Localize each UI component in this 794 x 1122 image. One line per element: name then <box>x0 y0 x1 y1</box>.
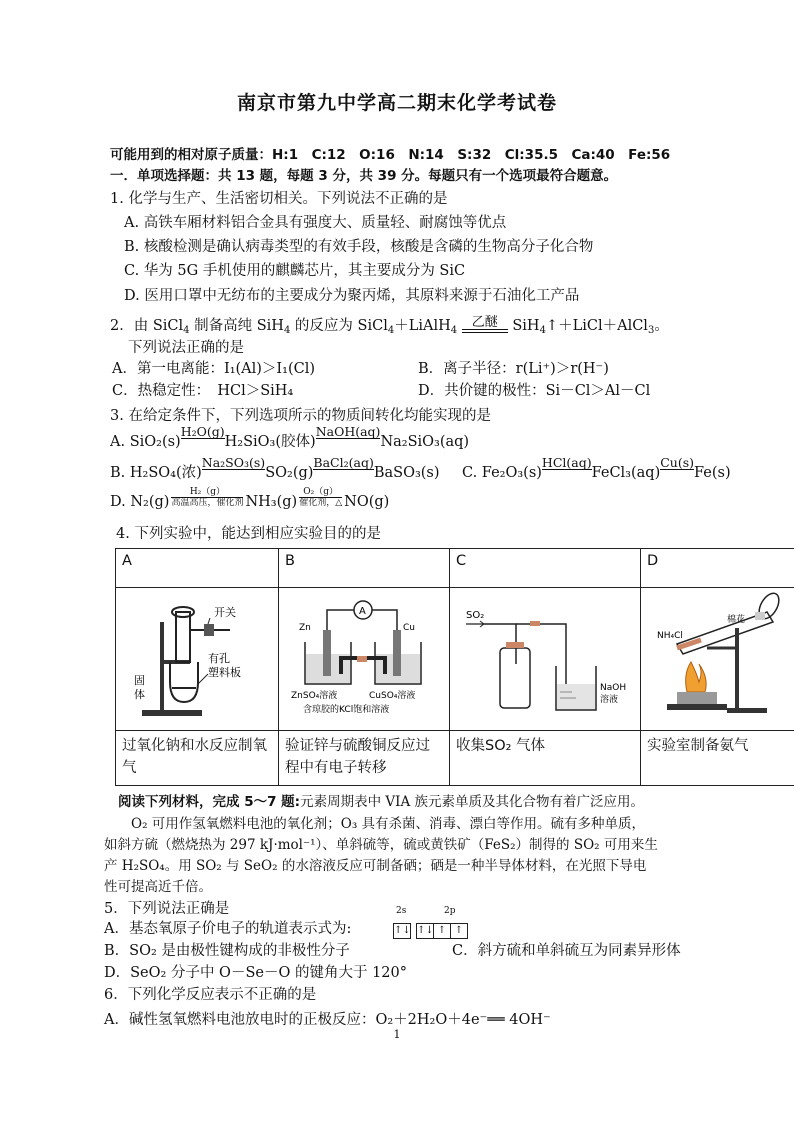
q1-option-d: D. 医用口罩中无纺布的主要成分为聚丙烯，其原料来源于石油化工产品 <box>124 288 580 304</box>
orbital-2p-label: 2p <box>444 906 456 916</box>
q5-option-c: C．斜方硫和单斜硫互为同素异形体 <box>452 943 681 959</box>
q3-option-c: C. Fe₂O₃(s) HCl(aq) FeCl₃(aq) Cu(s) Fe(s) <box>462 455 731 481</box>
q2-option-a: A．第一电离能：I₁(Al)＞I₁(Cl) <box>112 361 316 377</box>
orbital-box: ↑ <box>433 923 451 939</box>
caption-d: 实验室制备氨气 <box>641 731 794 786</box>
solution-label: 溶液 <box>600 695 619 705</box>
caption-a: 过氧化钠和水反应制氧气 <box>116 731 279 786</box>
reading-line-5: 性可提高近千倍。 <box>104 879 212 895</box>
q2-option-b: B．离子半径：r(Li⁺)＞r(H⁻) <box>418 361 609 377</box>
reading-line-2: O₂ 可用作氢氧燃料电池的氧化剂；O₃ 具有杀菌、消毒、漂白等作用。硫有多种单质， <box>131 816 646 832</box>
nh4cl-label: NH₄Cl <box>657 631 683 641</box>
naoh-label: NaOH <box>600 683 627 693</box>
reading-lead-line <box>118 790 644 810</box>
cotton-label: 棉花 <box>727 615 746 625</box>
header-a: A <box>116 549 279 588</box>
page-number: 1 <box>393 1028 401 1041</box>
q2-line2: 下列说法正确的是 <box>128 340 244 356</box>
q5-option-b: B．SO₂ 是由极性键构成的非极性分子 <box>104 943 350 959</box>
reading-line-3: 如斜方硫（燃烧热为 297 kJ·mol⁻¹）、单斜硫等，硫或黄铁矿（FeS₂）制得的 SO₂ 可用来生 <box>104 837 658 853</box>
apparatus-a-diagram <box>122 592 272 722</box>
label-switch: 开关 <box>214 606 236 619</box>
cu-label: Cu <box>403 623 415 633</box>
q6-option-a: A．碱性氢氧燃料电池放电时的正极反应：O₂＋2H₂O＋4e⁻══ 4OH⁻ <box>104 1012 551 1028</box>
q2-option-c: C．热稳定性： HCl＞SiH₄ <box>112 383 294 399</box>
q2-stem: 2．由 SiCl$_4$ 制备高纯 SiH$_4$ 的反应为 SiCl$_4$＋LiAlH$_4$ 乙醚 SiH$_4$↑＋LiCl＋AlCl$_3$。 <box>110 315 669 336</box>
page-title: 南京市第九中学高二期末化学考试卷 <box>236 92 557 114</box>
reading-lead: 阅读下列材料，完成 5～7 题: <box>118 794 301 810</box>
apparatus-c-diagram <box>456 592 634 722</box>
q3-option-b: B. H₂SO₄(浓) Na₂SO₃(s) SO₂(g) BaCl₂(aq) BaSO₃(s) <box>110 455 440 481</box>
apparatus-b-diagram <box>285 592 443 722</box>
zn-label: Zn <box>299 623 311 633</box>
q5-option-d: D．SeO₂ 分子中 O－Se－O 的键角大于 120° <box>104 965 407 981</box>
q4-stem: 4. 下列实验中，能达到相应实验目的的是 <box>116 526 381 542</box>
header-d: D <box>641 549 794 588</box>
reading-line-1: 元素周期表中 VIA 族元素单质及其化合物有着广泛应用。 <box>300 794 645 810</box>
orbital-box: ↑↓ <box>393 923 411 939</box>
apparatus-b <box>279 588 450 731</box>
label-solid-2: 体 <box>134 688 145 701</box>
q3-option-d: D. N₂(g) H₂（g） 高温高压，催化剂 NH₃(g) O₂（g） 催化剂，△ NO(g) <box>110 487 390 510</box>
label-plate-1: 有孔 <box>208 652 230 665</box>
orbital-2s-label: 2s <box>396 906 407 916</box>
header-b: B <box>279 549 450 588</box>
q1-option-a: A. 高铁车厢材料铝合金具有强度大、质量轻、耐腐蚀等优点 <box>124 215 507 231</box>
label-solid-1: 固 <box>134 674 145 687</box>
znso4-label: ZnSO₄溶液 <box>291 691 338 701</box>
q1-option-b: B. 核酸检测是确认病毒类型的有效手段，核酸是含磷的生物高分子化合物 <box>124 239 594 255</box>
orbital-box: ↑↓ <box>416 923 434 939</box>
section-heading: 一．单项选择题：共 13 题，每题 3 分，共 39 分。每题只有一个选项最符合题意。 <box>110 168 618 184</box>
reading-line-4: 产 H₂SO₄。用 SO₂ 与 SeO₂ 的水溶液反应可制备硒；硒是一种半导体材料，在光照下导电 <box>104 858 647 874</box>
apparatus-a <box>116 588 279 731</box>
apparatus-d <box>641 588 794 731</box>
caption-c: 收集SO₂ 气体 <box>450 731 641 786</box>
q1-option-c: C. 华为 5G 手机使用的麒麟芯片，其主要成分为 SiC <box>124 263 466 279</box>
ammeter-label: A <box>359 606 366 617</box>
header-c: C <box>450 549 641 588</box>
apparatus-d-diagram <box>647 592 794 722</box>
q6-stem: 6．下列化学反应表示不正确的是 <box>104 987 317 1003</box>
q2-condition: 乙醚 <box>462 316 508 333</box>
label-plate-2: 塑料板 <box>208 666 241 679</box>
q2-option-d: D．共价键的极性：Si－Cl＞Al－Cl <box>418 383 651 399</box>
cuso4-label: CuSO₄溶液 <box>369 691 416 701</box>
q1-stem: 1. 化学与生产、生活密切相关。下列说法不正确的是 <box>110 191 448 207</box>
apparatus-c <box>450 588 641 731</box>
atomic-masses: 可能用到的相对原子质量：H:1 C:12 O:16 N:14 S:32 Cl:35.5 Ca:40 Fe:56 <box>110 147 671 163</box>
experiment-table <box>115 548 794 786</box>
orbital-diagram <box>394 918 468 939</box>
orbital-box: ↑ <box>450 923 468 939</box>
caption-b: 验证锌与硫酸铜反应过程中有电子转移 <box>279 731 450 786</box>
q3-option-a: A. SiO₂(s) H₂O(g) H₂SiO₃(胶体) NaOH(aq) Na₂SiO₃(aq) <box>110 424 470 450</box>
q5-option-a: A．基态氧原子价电子的轨道表示式为: <box>104 921 352 937</box>
so2-label: SO₂ <box>466 610 485 621</box>
q3-stem: 3. 在给定条件下，下列选项所示的物质间转化均能实现的是 <box>110 408 491 424</box>
q5-stem: 5．下列说法正确是 <box>104 901 230 917</box>
salt-bridge-label: 含琼胶的KCl饱和溶液 <box>303 705 390 715</box>
